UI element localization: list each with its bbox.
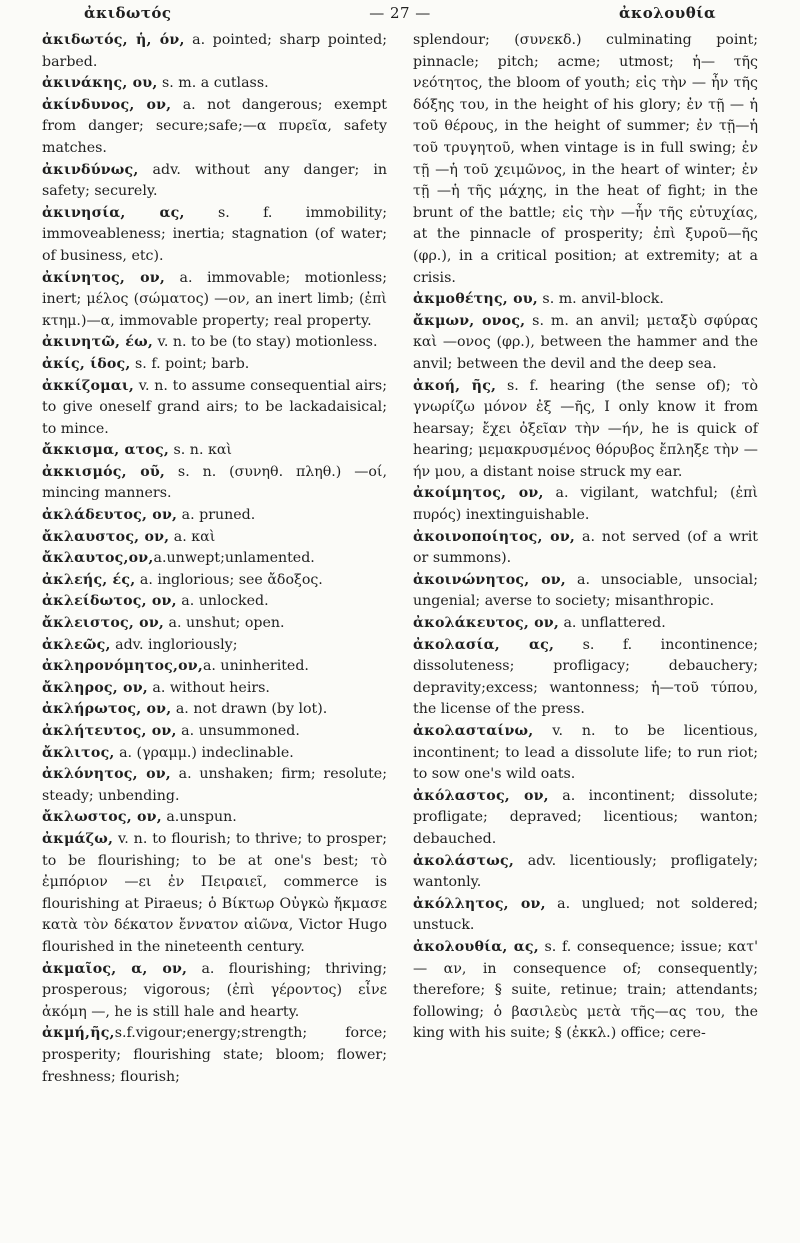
dictionary-entry	[42, 332, 387, 354]
entry-definition: a. not drawn (by lot).	[171, 701, 328, 718]
entry-definition: a. unflattered.	[558, 615, 666, 632]
dictionary-entry	[42, 440, 387, 462]
dictionary-entry	[42, 678, 387, 700]
entry-headword: ἀκλάδευτος, ον,	[42, 507, 178, 524]
dictionary-entry	[413, 786, 758, 851]
entry-definition: v. n. to be (to stay) motionless.	[152, 334, 378, 351]
dictionary-entry	[42, 95, 387, 160]
entry-definition: s. f. incontinence; dissoluteness; profligacy; debauchery; depravity;excess; wantonness; ἡ—τοῦ τύπου, the license of the press.	[413, 636, 758, 718]
entry-definition: v. n. to flourish; to thrive; to prosper; to be flourishing; to be at one's best; τὸ ἐμπόριον —ει ἐν Πειραιεῖ, commerce is flourishing at Piraeus; ὁ Βίκτωρ Οὐγκὼ ἤκμασε κατὰ τὸν δέκατον ἔννατον αἰῶνα, Victor Hugo flourished in the nineteenth century.	[42, 830, 387, 955]
entry-definition: a. without heirs.	[147, 679, 270, 696]
dictionary-entry	[42, 829, 387, 959]
dictionary-entry	[42, 807, 387, 829]
dictionary-entry	[42, 764, 387, 807]
entry-headword: ἀκινητῶ, έω,	[42, 334, 153, 351]
left-column	[42, 30, 387, 1088]
entry-headword: ἀκλεῶς,	[42, 636, 111, 653]
entry-definition: s. f. hearing (the sense of); τὸ γνωρίζω μόνον ἐξ —ῆς, I only know it from hearsay; ἔχει ὀξεῖαν τὴν —ήν, he is quick of hearing; μεμακρυσμένος θόρυβος ἔπληξε τὴν — ήν μου, a distant noise struck my ear.	[413, 377, 759, 480]
entry-definition: a.unwept;unlamented.	[153, 550, 315, 567]
dictionary-entry	[42, 959, 387, 1024]
entry-definition: a. inglorious; see ἄδοξος.	[135, 571, 323, 588]
entry-definition: s. n. (συνηθ. πληθ.) —οί, mincing manners.	[42, 463, 387, 502]
entry-definition: a. (γραμμ.) indeclinable.	[114, 744, 294, 761]
dictionary-entry	[42, 699, 387, 721]
entry-headword: ἄκλαυτος,ον,	[42, 550, 154, 567]
entry-definition: v. n. to be licentious, incontinent; to lead a dissolute life; to run riot; to sow one's wild oats.	[413, 723, 758, 783]
dictionary-entry	[42, 656, 387, 678]
entry-headword: ἀκλείδωτος, ον,	[42, 593, 177, 610]
entry-headword: ἀκολουθία, ας,	[413, 938, 539, 955]
entry-headword: ἀκοινοποίητος, ον,	[413, 528, 576, 545]
dictionary-entry	[42, 570, 387, 592]
dictionary-entry	[413, 851, 758, 894]
entry-definition: s. f. consequence; issue; κατ' — αν, in consequence of; consequently; therefore; § suite, retinue; train; attendants; following; ὁ βασιλεὺς μετὰ τῆς—ας του, the king with his suite; § (ἐκκλ.) office; cere-	[413, 938, 758, 1042]
entry-headword: ἀκολάκευτος, ον,	[413, 615, 559, 632]
entry-headword: ἀκινησία, ας,	[42, 204, 185, 221]
entry-headword: ἀκοή, ῆς,	[413, 377, 497, 394]
header-left-guide-word: ἀκιδωτός	[84, 4, 172, 22]
entry-headword: ἄκμων, ονος,	[413, 312, 526, 329]
page-number: — 27 —	[369, 4, 431, 22]
entry-headword: ἀκιδωτός, ἡ, όν,	[42, 32, 185, 48]
entry-definition: a. incontinent; dissolute; profligate; depraved; licentious; wanton; debauched.	[413, 787, 758, 847]
dictionary-entry	[42, 635, 387, 657]
entry-definition: adv. without any danger; in safety; securely.	[42, 161, 387, 200]
entry-definition: a.unspun.	[161, 809, 237, 826]
entry-headword: ἀκοινώνητος, ον,	[413, 571, 566, 588]
header-right-guide-word: ἀκολουθία	[618, 4, 716, 22]
entry-definition: s. n. καὶ	[169, 442, 232, 459]
entry-headword: ἀκολασία, ας,	[413, 636, 555, 653]
dictionary-entry	[42, 73, 387, 95]
entry-definition: a. uninherited.	[202, 658, 309, 675]
entry-definition: a. καὶ	[169, 528, 216, 545]
entry-definition: a. unglued; not soldered; unstuck.	[413, 895, 758, 934]
entry-headword: ἄκληρος, ον,	[42, 679, 148, 696]
dictionary-entry	[413, 30, 758, 289]
entry-headword: ἀκίνητος, ον,	[42, 269, 165, 286]
entry-definition: a. not served (of a writ or summons).	[413, 528, 758, 567]
entry-headword: ἀκολασταίνω,	[413, 723, 534, 739]
entry-headword: ἀκίνδυνος, ον,	[42, 96, 172, 113]
dictionary-entry	[413, 376, 758, 484]
dictionary-entry	[413, 483, 758, 526]
entry-definition: s. m. anvil-block.	[537, 291, 664, 308]
entry-headword: ἀκκίζομαι,	[42, 377, 135, 394]
dictionary-entry	[42, 462, 387, 505]
dictionary-entry	[42, 721, 387, 743]
dictionary-entry	[42, 203, 387, 268]
entry-headword: ἄκλειστος, ον,	[42, 615, 165, 632]
entry-headword: ἀκολάστως,	[413, 852, 514, 869]
entry-definition: s. f. immobility; immoveableness; inertia; stagnation (of water; of business, etc).	[42, 204, 387, 264]
entry-definition: a. not dangerous; exempt from danger; secure;safe;—α πυρεῖα, safety matches.	[42, 96, 387, 156]
entry-headword: ἀκλήρωτος, ον,	[42, 701, 172, 718]
dictionary-entry	[42, 505, 387, 527]
entry-definition: a. vigilant, watchful; (ἐπὶ πυρός) inextinguishable.	[413, 485, 758, 524]
dictionary-entry	[42, 743, 387, 765]
entry-headword: ἀκινάκης, ου,	[42, 75, 158, 92]
entry-headword: ἀκοίμητος, ον,	[413, 485, 544, 502]
entry-definition: a. flourishing; thriving; prosperous; vigorous; (ἐπὶ γέροντος) εἶνε ἀκόμη —, he is still hale and hearty.	[42, 960, 388, 1020]
entry-definition: a. unshaken; firm; resolute; steady; unbending.	[42, 766, 387, 804]
entry-definition: s. m. an anvil; μεταξὺ σφύρας καὶ —ονος (φρ.), between the hammer and the anvil; between the devil and the deep sea.	[413, 312, 758, 372]
entry-headword: ἄκλωστος, ον,	[42, 809, 162, 826]
dictionary-entry	[413, 289, 758, 311]
columns	[42, 30, 758, 1088]
entry-definition: v. n. to assume consequential airs; to give oneself grand airs; to be lackadaisical; to mince.	[42, 377, 387, 437]
entry-headword: ἄκλαυστος, ον,	[42, 528, 170, 545]
dictionary-entry	[42, 30, 387, 73]
entry-headword: ἄκλιτος,	[42, 744, 115, 761]
running-header	[42, 0, 758, 30]
dictionary-entry	[42, 268, 387, 333]
entry-headword: ἀκλεής, ές,	[42, 571, 136, 588]
dictionary-entry	[413, 613, 758, 635]
dictionary-entry	[42, 527, 387, 549]
dictionary-entry	[42, 591, 387, 613]
entry-definition: adv. licentiously; profligately; wantonly.	[413, 852, 758, 891]
dictionary-entry	[42, 160, 387, 203]
entry-headword: ἀκληρονόμητος,ον,	[42, 658, 203, 675]
entry-headword: ἀκμή,ῆς,	[42, 1025, 115, 1042]
dictionary-entry	[42, 613, 387, 635]
dictionary-entry	[413, 570, 758, 613]
dictionary-entry	[413, 311, 758, 376]
entry-definition: a. unsummoned.	[176, 723, 300, 739]
entry-headword: ἀκμαῖος, α, ον,	[42, 960, 188, 977]
entry-definition: s. m. a cutlass.	[157, 75, 269, 92]
entry-definition: a. pointed; sharp pointed; barbed.	[42, 32, 388, 70]
dictionary-entry	[413, 635, 758, 721]
entry-headword: ἀκόλαστος, ον,	[413, 787, 549, 804]
dictionary-entry	[413, 937, 758, 1045]
entry-headword: ἄκκισμα, ατος,	[42, 442, 169, 459]
dictionary-entry	[413, 894, 758, 937]
entry-definition: a. pruned.	[177, 507, 256, 524]
entry-headword: ἀκίς, ίδος,	[42, 355, 131, 372]
entry-headword: ἀκλήτευτος, ον,	[42, 723, 177, 739]
entry-definition: adv. ingloriously;	[110, 636, 238, 653]
entry-headword: ἀκμάζω,	[42, 830, 114, 847]
dictionary-entry	[42, 548, 387, 570]
entry-definition: a. unlocked.	[176, 593, 269, 610]
entry-headword: ἀκμοθέτης, ου,	[413, 291, 538, 308]
dictionary-entry	[42, 376, 387, 441]
entry-headword: ἀκλόνητος, ον,	[42, 766, 171, 783]
entry-headword: ἀκινδύνως,	[42, 161, 139, 178]
entry-headword: ἀκκισμός, οῦ,	[42, 463, 166, 480]
dictionary-entry	[42, 1023, 387, 1088]
dictionary-entry	[413, 721, 758, 786]
dictionary-entry	[413, 527, 758, 570]
entry-definition: s. f. point; barb.	[130, 355, 250, 372]
dictionary-entry	[42, 354, 387, 376]
entry-definition: a. unsociable, unsocial; ungenial; averse to society; misanthropic.	[413, 571, 758, 610]
entry-definition: a. immovable; motionless; inert; μέλος (σώματος) —ον, an inert limb; (ἐπὶ κτημ.)—α, immovable property; real property.	[42, 269, 387, 329]
right-column	[413, 30, 758, 1088]
entry-definition: splendour; (συνεκδ.) culminating point; pinnacle; pitch; acme; utmost; ἡ— τῆς νεότητος, the bloom of youth; εἰς τὴν — ἦν τῆς δόξης του, in the height of his glory; ἐν τῇ — ἡ τοῦ θέρους, in the height of summer; ἐν τῇ—ἡ τοῦ τρυγητοῦ, when vintage is in full swing; ἐν τῇ —ἡ τοῦ χειμῶνος, in the heart of winter; ἐν τῇ —ἡ τῆς μάχης, in the heat of fight; in the brunt of the battle; εἰς τὴν —ἦν τῆς εὐτυχίας, at the pinnacle of prosperity; ἐπὶ ξυροῦ—ῆς (φρ.), in a critical position; at extremity; at a crisis.	[413, 32, 758, 286]
entry-definition: a. unshut; open.	[164, 615, 285, 632]
entry-definition: s.f.vigour;energy;strength; force; prosperity; flourishing state; bloom; flower; freshness; flourish;	[42, 1025, 387, 1085]
entry-headword: ἀκόλλητος, ον,	[413, 895, 546, 912]
